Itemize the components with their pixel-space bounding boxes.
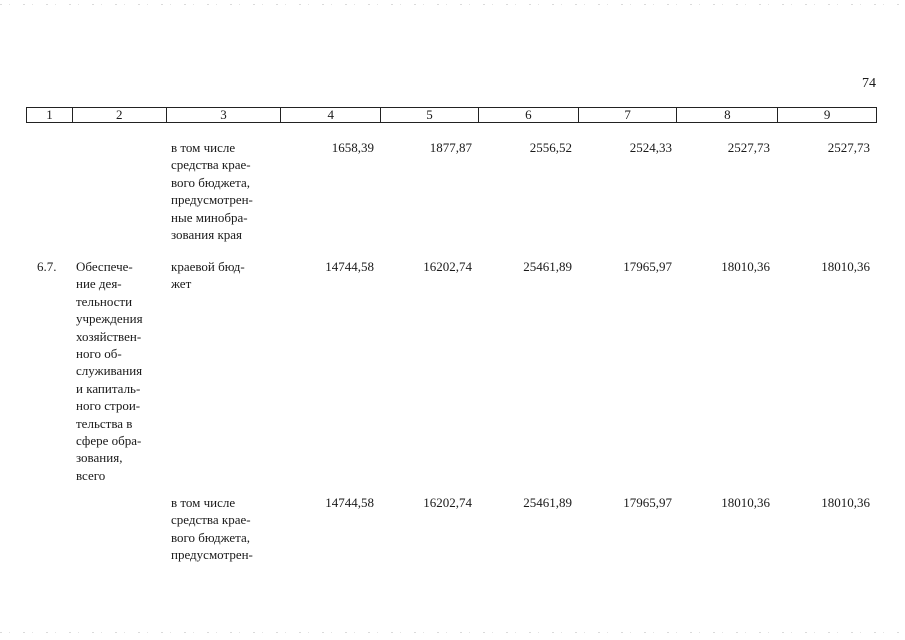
column-header-7: 7: [579, 108, 678, 122]
value-cell-col7: 17965,97: [623, 495, 672, 510]
column-header-8: 8: [677, 108, 778, 122]
value-cell-col6: 25461,89: [523, 259, 572, 274]
value-cell-col9: 2527,73: [827, 140, 870, 155]
value-cell-col4: 14744,58: [325, 259, 374, 274]
table-header-row: [26, 107, 877, 123]
scan-artifact-top: [0, 4, 905, 5]
value-cell-col8: 18010,36: [721, 495, 770, 510]
value-cell-col9: 18010,36: [821, 259, 870, 274]
value-cell-col5: 1877,87: [429, 140, 472, 155]
value-cell-col4: 1658,39: [331, 140, 374, 155]
funding-source-cell: в том числе средства крае- вого бюджета, предусмотрен- ные минобра- зования края: [171, 140, 253, 243]
value-cell-col8: 18010,36: [721, 259, 770, 274]
value-cell-col5: 16202,74: [423, 259, 472, 274]
page-number: 74: [862, 76, 876, 91]
funding-source-cell: в том числе средства крае- вого бюджета, предусмотрен-: [171, 495, 253, 563]
value-cell-col4: 14744,58: [325, 495, 374, 510]
column-header-1: 1: [27, 108, 73, 122]
value-cell-col7: 2524,33: [629, 140, 672, 155]
column-header-2: 2: [73, 108, 167, 122]
value-cell-col5: 16202,74: [423, 495, 472, 510]
value-cell-col6: 25461,89: [523, 495, 572, 510]
scan-artifact-bottom: [0, 632, 905, 633]
column-header-3: 3: [167, 108, 282, 122]
value-cell-col6: 2556,52: [529, 140, 572, 155]
value-cell-col8: 2527,73: [727, 140, 770, 155]
column-header-6: 6: [479, 108, 579, 122]
item-name-cell: Обеспече- ние дея- тельности учреждения хозяйствен- ного об- служивания и капиталь- ного строи- тельства в сфере обра- зования, всего: [76, 259, 143, 483]
value-cell-col7: 17965,97: [623, 259, 672, 274]
value-cell-col9: 18010,36: [821, 495, 870, 510]
column-header-4: 4: [281, 108, 381, 122]
column-header-9: 9: [823, 107, 831, 122]
funding-source-cell: краевой бюд- жет: [171, 259, 245, 292]
item-number-cell: 6.7.: [37, 259, 57, 274]
column-header-5: 5: [381, 108, 479, 122]
